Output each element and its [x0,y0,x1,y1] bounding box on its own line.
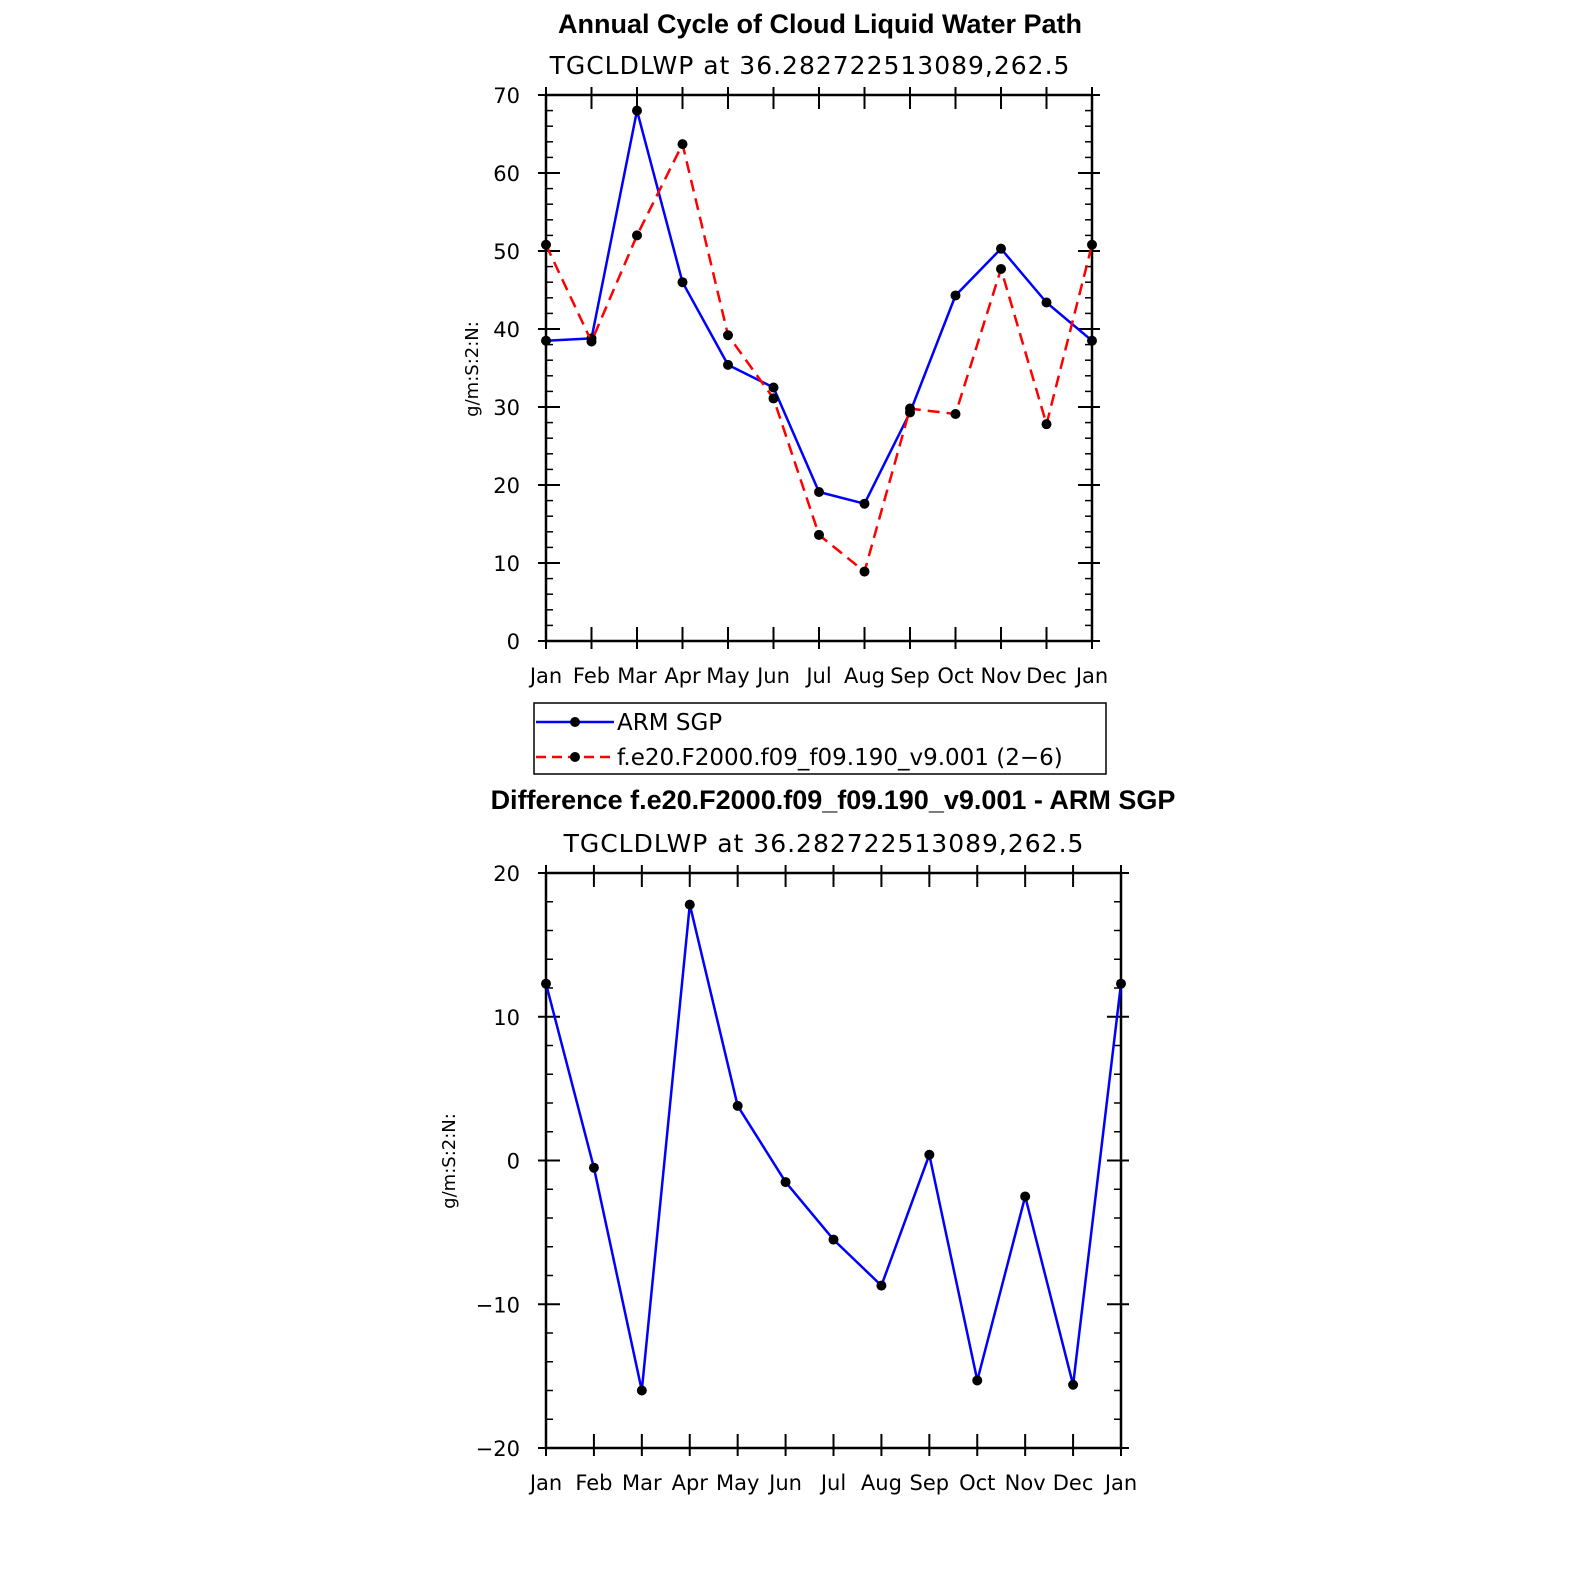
x-tick-label: Mar [617,664,657,688]
x-tick-label: May [706,664,750,688]
plot-area [493,84,1108,688]
y-axis-label: g/m:S:2:N: [439,1113,460,1209]
data-point-series-1 [781,1177,791,1187]
x-tick-label: Feb [575,1471,613,1495]
data-point-f-e20-f2000-f09-f09-190-v9-001-2-6 [632,230,642,240]
data-point-series-1 [685,900,695,910]
legend [534,703,1106,774]
y-tick-label: −20 [475,1437,520,1461]
y-tick-label: 10 [493,552,520,576]
chart-subtitle: TGCLDLWP at 36.282722513089,262.5 [549,51,1071,80]
data-point-series-1 [829,1235,839,1245]
legend-marker-arm-sgp [570,717,580,727]
x-tick-label: Nov [1004,1471,1046,1495]
data-point-f-e20-f2000-f09-f09-190-v9-001-2-6 [814,530,824,540]
x-tick-label: Jun [757,664,790,688]
data-point-series-1 [1068,1380,1078,1390]
legend-label-arm-sgp: ARM SGP [617,710,723,736]
x-tick-label: Jan [1104,1471,1138,1495]
x-tick-label: Dec [1026,664,1067,688]
difference-chart [439,785,1175,1495]
data-point-f-e20-f2000-f09-f09-190-v9-001-2-6 [769,393,779,403]
y-tick-label: 20 [493,862,520,886]
x-tick-label: Apr [671,1471,708,1495]
y-tick-label: 10 [493,1005,520,1030]
data-point-f-e20-f2000-f09-f09-190-v9-001-2-6 [587,336,597,346]
data-point-arm-sgp [632,106,642,116]
y-tick-label: 60 [493,162,520,186]
y-tick-label: 20 [493,474,520,498]
y-tick-label: 50 [493,240,520,264]
data-point-f-e20-f2000-f09-f09-190-v9-001-2-6 [905,404,915,414]
data-point-arm-sgp [1042,297,1052,307]
data-point-arm-sgp [951,290,961,300]
x-tick-label: Aug [843,664,886,688]
data-point-arm-sgp [814,487,824,497]
data-point-series-1 [1116,979,1126,989]
x-tick-label: Oct [937,664,974,688]
series-line-f-e20-f2000-f09-f09-190-v9-001-2-6 [546,144,1092,571]
data-point-arm-sgp [996,244,1006,254]
data-point-f-e20-f2000-f09-f09-190-v9-001-2-6 [723,330,733,340]
data-point-series-1 [924,1150,934,1160]
data-point-arm-sgp [1087,336,1097,346]
plot-frame [546,95,1092,641]
x-tick-label: Mar [622,1471,662,1495]
chart-title: Annual Cycle of Cloud Liquid Water Path [557,9,1083,39]
series-line-arm-sgp [546,111,1092,504]
annual-cycle-chart [462,9,1108,774]
x-tick-label: Oct [959,1471,996,1495]
data-point-arm-sgp [541,336,551,346]
data-point-series-1 [589,1163,599,1173]
y-tick-label: −10 [475,1293,520,1318]
data-point-f-e20-f2000-f09-f09-190-v9-001-2-6 [1042,419,1052,429]
data-point-series-1 [541,979,551,989]
y-tick-label: 0 [506,630,520,654]
x-tick-label: May [715,1471,760,1495]
y-tick-label: 30 [493,396,520,420]
data-point-series-1 [876,1281,886,1291]
x-tick-label: Jul [806,664,832,688]
data-point-series-1 [637,1386,647,1396]
data-point-f-e20-f2000-f09-f09-190-v9-001-2-6 [1087,240,1097,250]
x-tick-label: Nov [980,664,1022,688]
plot-frame [546,873,1121,1448]
data-point-series-1 [733,1101,743,1111]
x-tick-label: Jul [820,1471,847,1495]
series-line-series-1 [546,905,1121,1391]
data-point-f-e20-f2000-f09-f09-190-v9-001-2-6 [951,409,961,419]
x-tick-label: Jan [1075,664,1109,688]
x-tick-label: Sep [909,1471,950,1495]
legend-marker-model [570,752,580,762]
x-tick-label: Apr [664,664,701,688]
x-tick-label: Dec [1052,1471,1094,1495]
chart-title: Difference f.e20.F2000.f09_f09.190_v9.001 - ARM SGP [490,785,1176,815]
x-tick-label: Jun [769,1471,802,1495]
data-point-arm-sgp [678,277,688,287]
x-tick-label: Feb [572,664,611,688]
x-tick-label: Aug [860,1471,902,1495]
y-axis-label: g/m:S:2:N: [462,321,483,417]
data-point-series-1 [972,1375,982,1385]
y-tick-label: 40 [493,318,520,342]
data-point-f-e20-f2000-f09-f09-190-v9-001-2-6 [541,240,551,250]
data-point-series-1 [1020,1191,1030,1201]
data-point-f-e20-f2000-f09-f09-190-v9-001-2-6 [860,567,870,577]
chart-subtitle: TGCLDLWP at 36.282722513089,262.5 [563,829,1085,858]
x-tick-label: Jan [529,1471,563,1495]
y-tick-label: 70 [493,84,520,108]
legend-label-model: f.e20.F2000.f09_f09.190_v9.001 (2−6) [617,745,1063,771]
data-point-arm-sgp [723,360,733,370]
data-point-f-e20-f2000-f09-f09-190-v9-001-2-6 [678,139,688,149]
data-point-f-e20-f2000-f09-f09-190-v9-001-2-6 [996,264,1006,274]
data-point-arm-sgp [860,499,870,509]
y-tick-label: 0 [506,1149,520,1174]
data-point-arm-sgp [769,383,779,393]
x-tick-label: Jan [529,664,563,688]
plot-area [476,862,1138,1495]
x-tick-label: Sep [890,664,930,688]
